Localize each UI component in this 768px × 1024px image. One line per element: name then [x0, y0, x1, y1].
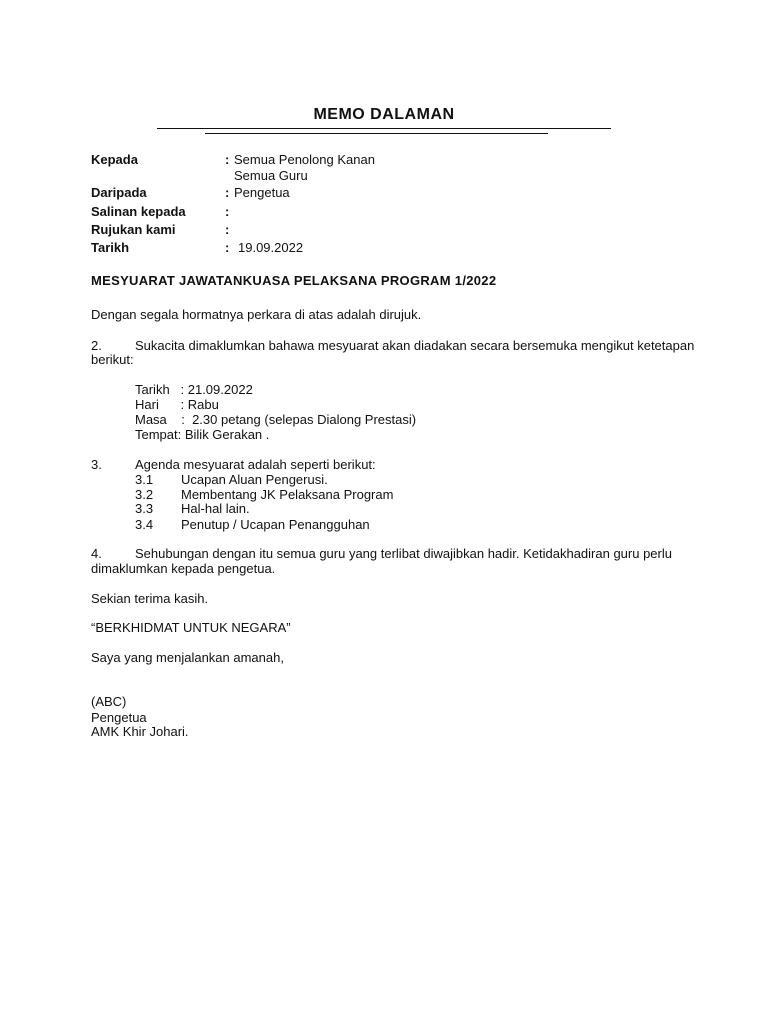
paragraph-2-line-1: Sukacita dimaklumkan bahawa mesyuarat akan diadakan secara bersemuka mengikut ketetapan	[135, 338, 695, 353]
paragraph-1: Dengan segala hormatnya perkara di atas adalah dirujuk.	[91, 307, 422, 322]
paragraph-4-line-1: Sehubungan dengan itu semua guru yang terlibat diwajibkan hadir. Ketidakhadiran guru perlu	[135, 546, 672, 561]
agenda-item-number: 3.1	[135, 472, 154, 487]
paragraph-4-number: 4.	[91, 546, 102, 561]
kepada-label: Kepada	[91, 152, 138, 167]
tarikh-label: Tarikh	[91, 240, 130, 255]
detail-masa: Masa : 2.30 petang (selepas Dialong Prestasi)	[135, 412, 417, 427]
daripada-colon: :	[225, 185, 230, 200]
agenda-item-text: Membentang JK Pelaksana Program	[181, 487, 394, 502]
kepada-value-1: Semua Penolong Kanan	[234, 152, 375, 167]
salinan-label: Salinan kepada	[91, 204, 186, 219]
daripada-value: Pengetua	[234, 185, 290, 200]
motto-text: “BERKHIDMAT UNTUK NEGARA”	[91, 620, 291, 635]
agenda-item-text: Ucapan Aluan Pengerusi.	[181, 472, 328, 487]
memo-title: MEMO DALAMAN	[313, 106, 455, 123]
tarikh-colon: :	[225, 240, 230, 255]
rujukan-label: Rujukan kami	[91, 222, 176, 237]
agenda-item-number: 3.2	[135, 487, 154, 502]
daripada-label: Daripada	[91, 185, 147, 200]
signature-name: (ABC)	[91, 694, 127, 709]
detail-hari: Hari : Rabu	[135, 397, 219, 412]
detail-tarikh: Tarikh : 21.09.2022	[135, 382, 253, 397]
signature-school: AMK Khir Johari.	[91, 724, 189, 739]
agenda-item-number: 3.3	[135, 501, 154, 516]
amanah-text: Saya yang menjalankan amanah,	[91, 650, 284, 665]
agenda-item-number: 3.4	[135, 517, 154, 532]
signature-position: Pengetua	[91, 710, 147, 725]
agenda-item-text: Hal-hal lain.	[181, 501, 250, 516]
title-rule-bottom	[205, 133, 548, 134]
paragraph-3-number: 3.	[91, 457, 102, 472]
salinan-colon: :	[225, 204, 230, 219]
paragraph-4-line-2: dimaklumkan kepada pengetua.	[91, 561, 276, 576]
paragraph-2-number: 2.	[91, 338, 102, 353]
kepada-value-2: Semua Guru	[234, 168, 308, 183]
detail-tempat: Tempat: Bilik Gerakan .	[135, 427, 270, 442]
rujukan-colon: :	[225, 222, 230, 237]
kepada-colon: :	[225, 152, 230, 167]
title-rule-top	[157, 128, 611, 129]
paragraph-3-text: Agenda mesyuarat adalah seperti berikut:	[135, 457, 376, 472]
closing-text: Sekian terima kasih.	[91, 591, 209, 606]
tarikh-value: 19.09.2022	[238, 240, 304, 255]
subject-line: MESYUARAT JAWATANKUASA PELAKSANA PROGRAM 1/2022	[91, 273, 497, 288]
agenda-item-text: Penutup / Ucapan Penangguhan	[181, 517, 370, 532]
paragraph-2-line-2: berikut:	[91, 352, 134, 367]
